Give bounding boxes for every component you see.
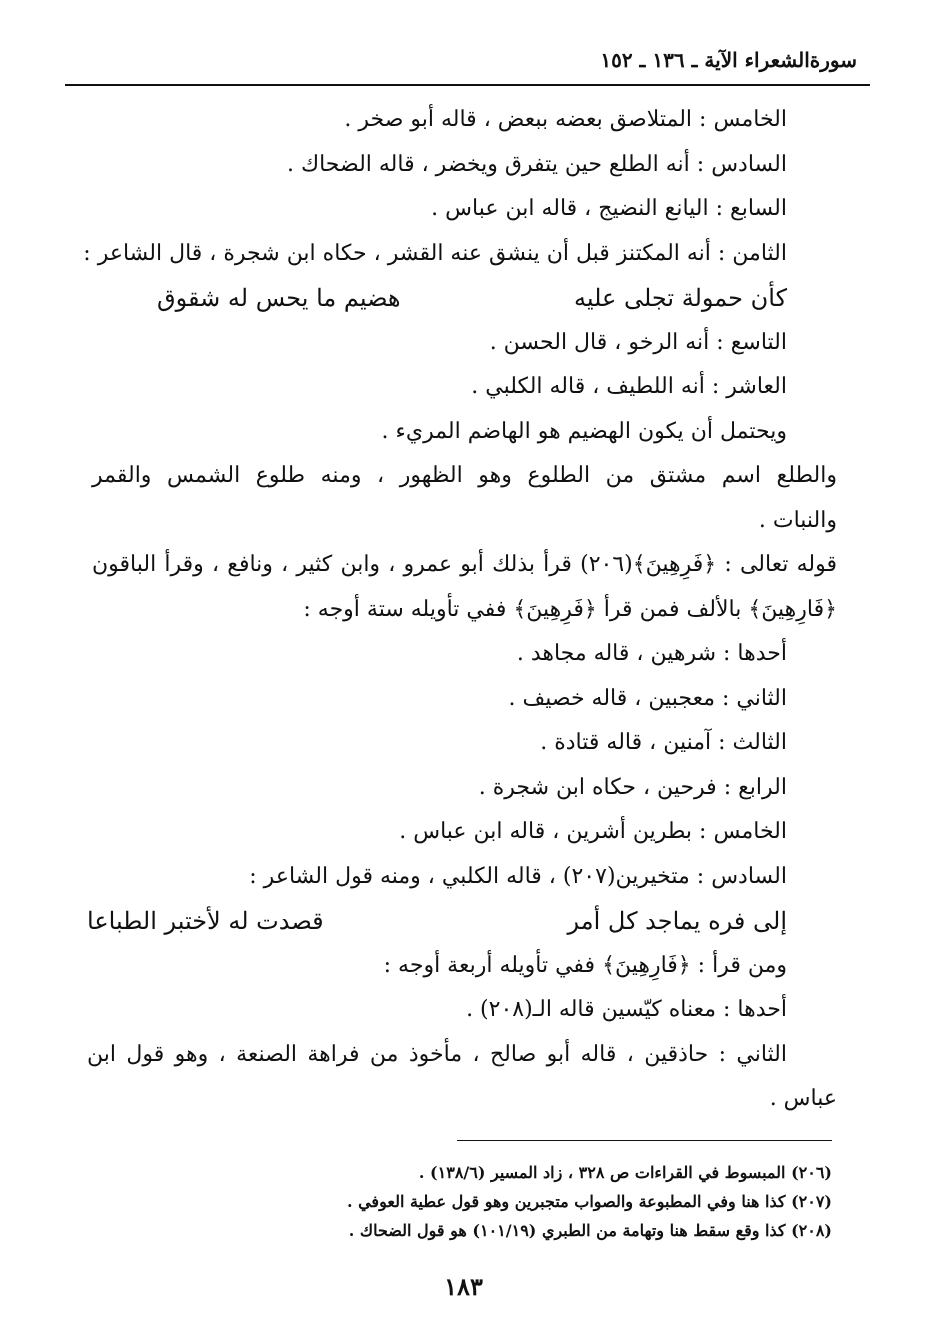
text-line: أحدها : معناه كيّسين قاله الـ(٢٠٨) .: [466, 997, 787, 1022]
running-header: سورةالشعراء الآية ـ ١٣٦ ـ ١٥٢: [600, 48, 857, 72]
text-line: السادس : أنه الطلع حين يتفرق ويخضر ، قاله الضحاك .: [286, 151, 787, 177]
text-line: ﴿فَارِهِينَ﴾ بالألف فمن قرأ ﴿فَرِهِينَ﴾ ففي تأويله ستة أوجه :: [303, 596, 837, 622]
text-line: الثاني : حاذقين ، قاله أبو صالح ، مأخوذ من فراهة الصنعة ، وهو قول ابن: [87, 1041, 787, 1067]
poetry-verse: [157, 276, 787, 321]
verse-first-hemistich: إلى فره يماجد كل أمر: [567, 907, 787, 935]
text-line: السادس : متخيرين(٢٠٧) ، قاله الكلبي ، ومنه قول الشاعر :: [249, 863, 787, 889]
text-line: ومن قرأ : ﴿فَارِهِينَ﴾ ففي تأويله أربعة أوجه :: [383, 952, 787, 978]
verse-second-hemistich: هضيم ما يحس له شقوق: [157, 284, 401, 312]
footnotes: [132, 1158, 832, 1245]
text-line: السابع : اليانع النضيج ، قاله ابن عباس .: [431, 196, 787, 221]
footnote-rule: [457, 1140, 832, 1141]
page-number: ١٨٣: [444, 1272, 483, 1301]
text-line: الخامس : بطرين أشرين ، قاله ابن عباس .: [399, 819, 787, 844]
text-line: العاشر : أنه اللطيف ، قاله الكلبي .: [471, 374, 787, 399]
text-line: الثامن : أنه المكتنز قبل أن ينشق عنه القشر ، حكاه ابن شجرة ، قال الشاعر :: [83, 240, 787, 266]
main-text: [83, 98, 837, 1122]
text-line: الرابع : فرحين ، حكاه ابن شجرة .: [478, 774, 787, 800]
footnote: (٢٠٨) كذا وقع سقط هنا وتهامة من الطبري (١٠١/١٩) هو قول الضحاك .: [348, 1221, 832, 1240]
verse-second-hemistich: قصدت له لأختبر الطباعا: [87, 907, 324, 935]
text-line: الخامس : المتلاصق بعضه ببعض ، قاله أبو صخر .: [344, 107, 787, 132]
verse-first-hemistich: كأن حمولة تجلى عليه: [573, 284, 787, 312]
text-line: الثاني : معجبين ، قاله خصيف .: [508, 685, 787, 711]
text-line: التاسع : أنه الرخو ، قال الحسن .: [489, 329, 787, 355]
text-line: قوله تعالى : ﴿فَرِهِينَ﴾(٢٠٦) قرأ بذلك أبو عمرو ، وابن كثير ، ونافع ، وقرأ الباقون: [92, 552, 837, 577]
footnote: (٢٠٧) كذا هنا وفي المطبوعة والصواب متجبرين وهو قول عطية العوفي .: [346, 1192, 832, 1211]
text-line: والنبات .: [758, 507, 837, 533]
text-line: عباس .: [769, 1086, 837, 1111]
text-line: ويحتمل أن يكون الهضيم هو الهاضم المريء .: [381, 418, 787, 444]
header-rule: [65, 84, 870, 86]
text-line: أحدها : شرهين ، قاله مجاهد .: [516, 641, 787, 666]
footnote: (٢٠٦) المبسوط في القراءات ص ٣٢٨ ، زاد المسير (١٣٨/٦) .: [418, 1163, 832, 1182]
text-line: الثالث : آمنين ، قاله قتادة .: [540, 730, 787, 755]
text-line: والطلع اسم مشتق من الطلوع وهو الظهور ، ومنه طلوع الشمس والقمر: [92, 463, 837, 488]
poetry-verse: [87, 899, 787, 944]
